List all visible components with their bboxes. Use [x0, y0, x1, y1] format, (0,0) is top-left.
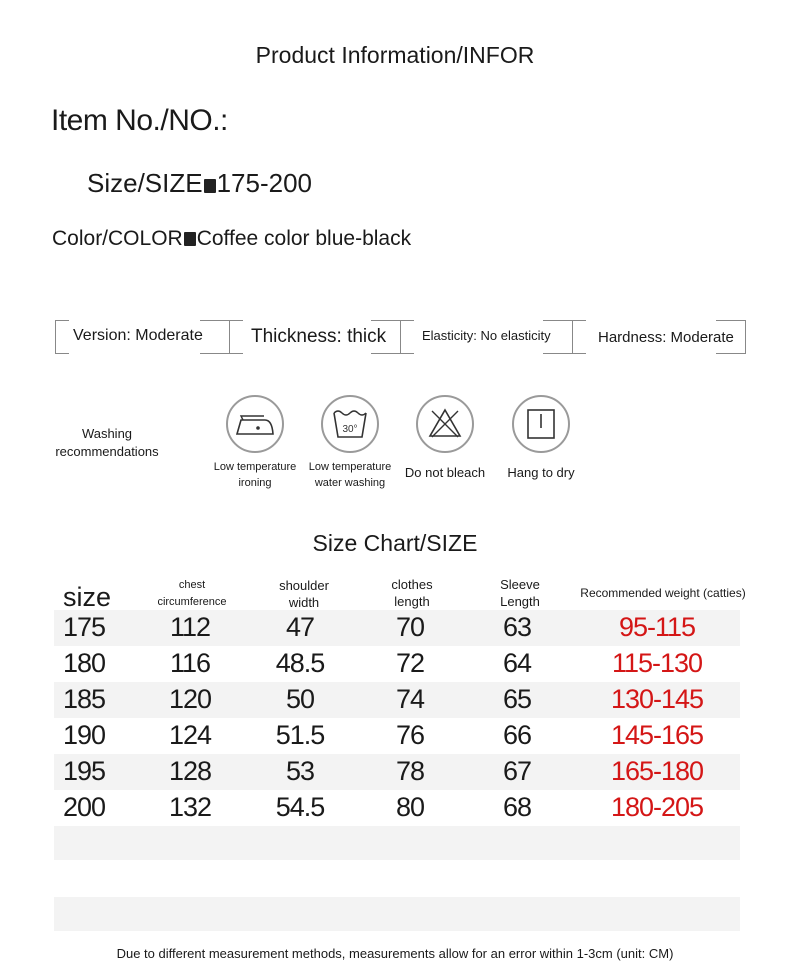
- table-cell: 128: [168, 756, 212, 786]
- table-cell: 54.5: [275, 792, 325, 822]
- wash-item-no-bleach: [400, 395, 490, 481]
- attributes-bar: [55, 320, 746, 354]
- table-stripe: [54, 897, 740, 931]
- table-cell: 80: [395, 792, 425, 822]
- table-cell: 180-205: [610, 792, 704, 822]
- column-header-chest: chest circumference: [157, 579, 227, 608]
- attribute-elasticity: [400, 320, 573, 354]
- table-cell: 95-115: [618, 612, 696, 642]
- wash-caption: Hang to dry: [507, 465, 575, 480]
- footnote: Due to different measurement methods, measurements allow for an error within 1-3cm (unit: CM): [116, 946, 674, 961]
- table-cell: 124: [168, 720, 212, 750]
- table-cell: 76: [395, 720, 425, 750]
- table-cell: 50: [285, 684, 315, 714]
- table-cell: 53: [285, 756, 315, 786]
- attribute-hardness: [572, 320, 746, 354]
- attribute-version: [55, 320, 230, 354]
- table-cell: 116: [169, 648, 211, 678]
- attribute-label: Version: Moderate: [73, 327, 203, 344]
- color-value: Coffee color blue-black: [196, 227, 412, 250]
- washing-label-line: recommendations: [55, 444, 159, 459]
- table-cell: 115-130: [611, 648, 703, 678]
- column-header-clothes-length: clothes length: [391, 577, 433, 609]
- table-cell: 68: [502, 792, 532, 822]
- wash-caption: Low temperature water washing: [308, 461, 392, 489]
- color-line: [52, 227, 411, 251]
- table-cell: 120: [168, 684, 212, 714]
- washing-label-line: Washing: [81, 426, 133, 441]
- wash-item-ironing: [210, 395, 300, 491]
- table-cell: 175: [63, 612, 106, 642]
- wash-30-icon: [321, 395, 379, 453]
- table-cell: 195: [63, 756, 106, 786]
- column-header-size: size: [63, 582, 112, 612]
- table-cell: 47: [285, 612, 315, 642]
- hang-dry-icon: [512, 395, 570, 453]
- table-cell: 74: [395, 684, 425, 714]
- table-cell: 180: [63, 648, 106, 678]
- table-cell: 190: [63, 720, 106, 750]
- table-cell: 67: [502, 756, 532, 786]
- table-cell: 130-145: [610, 684, 704, 714]
- table-cell: 70: [395, 612, 425, 642]
- table-cell: 51.5: [275, 720, 325, 750]
- column-header-shoulder: shoulder width: [279, 578, 329, 610]
- washing-recommendations-label: [52, 425, 162, 461]
- wash-caption: Low temperature ironing: [213, 461, 297, 489]
- color-label: Color/COLOR: [52, 227, 183, 250]
- column-header-sleeve-length: Sleeve Length: [500, 577, 540, 609]
- table-cell: 185: [63, 684, 106, 714]
- page-title: Product Information/INFOR: [255, 42, 535, 68]
- wash-item-hang-dry: [496, 395, 586, 481]
- table-cell: 66: [502, 720, 532, 750]
- column-header-recommended-weight: Recommended weight (catties): [580, 586, 746, 600]
- table-cell: 48.5: [275, 648, 325, 678]
- table-cell: 165-180: [610, 756, 704, 786]
- size-label: Size/SIZE: [87, 168, 203, 198]
- table-cell: 112: [169, 612, 211, 642]
- attribute-label: Thickness: thick: [251, 326, 387, 347]
- iron-low-temperature-icon: [226, 395, 284, 453]
- table-cell: 65: [502, 684, 532, 714]
- attribute-label: Hardness: Moderate: [598, 329, 734, 346]
- table-stripe: [54, 826, 740, 860]
- separator-glyph: [204, 179, 216, 193]
- table-cell: 132: [168, 792, 212, 822]
- size-value: 175-200: [216, 168, 313, 198]
- svg-text:30°: 30°: [342, 424, 358, 435]
- do-not-bleach-icon: [416, 395, 474, 453]
- table-cell: 63: [502, 612, 532, 642]
- table-cell: 64: [502, 648, 532, 678]
- size-chart-title: Size Chart/SIZE: [312, 530, 478, 556]
- separator-glyph: [184, 232, 196, 246]
- wash-item-water-washing: [305, 395, 395, 491]
- table-cell: 72: [395, 648, 425, 678]
- attribute-thickness: [229, 320, 401, 354]
- table-cell: 78: [395, 756, 425, 786]
- wash-caption: Do not bleach: [404, 465, 486, 480]
- attribute-label: Elasticity: No elasticity: [422, 328, 551, 343]
- size-line: [87, 168, 312, 199]
- table-cell: 200: [63, 792, 106, 822]
- table-cell: 145-165: [610, 720, 704, 750]
- item-number-label: Item No./NO.:: [51, 104, 228, 137]
